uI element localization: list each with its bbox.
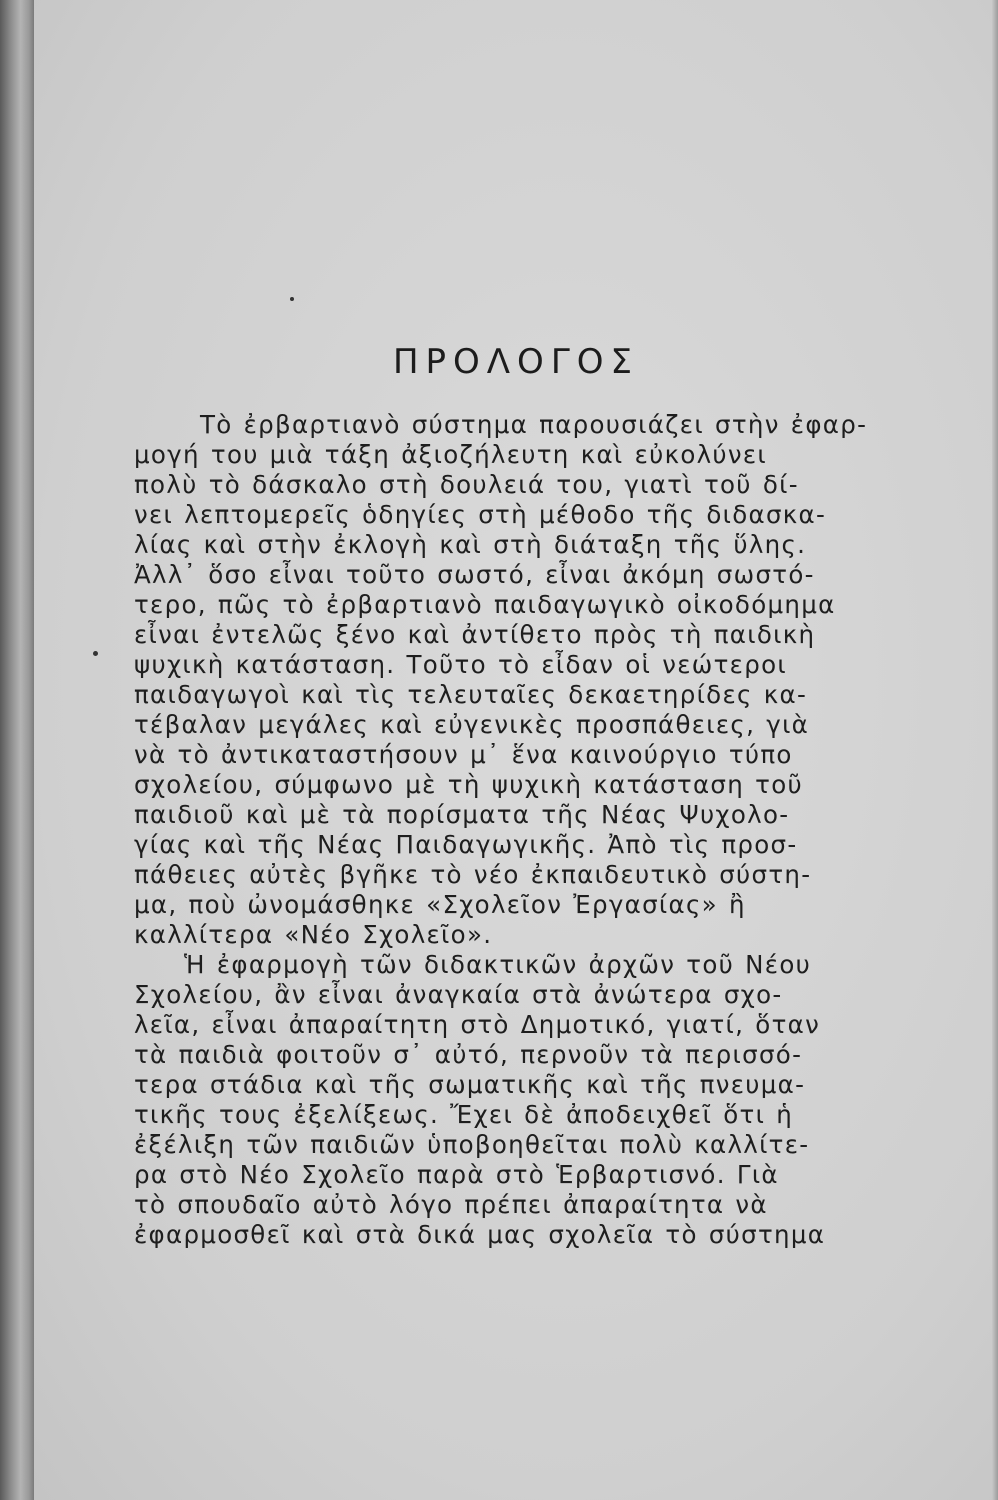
text-line: ἐφαρμοσθεῖ καὶ στὰ δικά μας σχολεῖα τὸ σύστημα (134, 1220, 826, 1249)
text-line: γίας καὶ τῆς Νέας Παιδαγωγικῆς. Ἀπὸ τὶς προσ- (134, 830, 798, 859)
text-line: Ἀλλ᾽ ὅσο εἶναι τοῦτο σωστό, εἶναι ἀκόμη σωστό- (134, 560, 815, 589)
text-line: σχολείου, σύμφωνο μὲ τὴ ψυχικὴ κατάσταση τοῦ (134, 770, 803, 799)
text-line: Τὸ ἐρβαρτιανὸ σύστημα παρουσιάζει στὴν ἐφαρ- (200, 410, 868, 439)
text-line: μογή του μιὰ τάξη ἀξιοζήλευτη καὶ εὐκολύνει (134, 440, 768, 469)
book-page (34, 0, 998, 1500)
text-line: Σχολείου, ἂν εἶναι ἀναγκαία στὰ ἀνώτερα σχο- (134, 980, 783, 1009)
text-line: νει λεπτομερεῖς ὁδηγίες στὴ μέθοδο τῆς διδασκα- (134, 500, 827, 529)
text-line: ψυχικὴ κατάσταση. Τοῦτο τὸ εἶδαν οἱ νεώτεροι (134, 650, 787, 679)
text-line: τὰ παιδιὰ φοιτοῦν σ᾽ αὐτό, περνοῦν τὰ περισσό- (134, 1040, 803, 1069)
text-line: λεῖα, εἶναι ἀπαραίτητη στὸ Δημοτικό, γιατί, ὅταν (134, 1010, 821, 1039)
text-line: τὸ σπουδαῖο αὐτὸ λόγο πρέπει ἀπαραίτητα νὰ (134, 1190, 768, 1219)
preface-text (134, 410, 924, 1250)
text-line: πάθειες αὐτὲς βγῆκε τὸ νέο ἐκπαιδευτικὸ σύστη- (134, 860, 812, 889)
text-line: ρα στὸ Νέο Σχολεῖο παρὰ στὸ Ἑρβαρτισνό. Γιὰ (134, 1160, 779, 1189)
paper-speck (93, 651, 98, 656)
text-line: ἐξέλιξη τῶν παιδιῶν ὑποβοηθεῖται πολὺ καλλίτε- (134, 1130, 810, 1159)
text-line: λίας καὶ στὴν ἐκλογὴ καὶ στὴ διάταξη τῆς ὕλης. (134, 530, 807, 559)
text-line: πολὺ τὸ δάσκαλο στὴ δουλειά του, γιατὶ τοῦ δί- (134, 470, 799, 499)
text-line: Ἡ ἐφαρμογὴ τῶν διδακτικῶν ἀρχῶν τοῦ Νέου (184, 950, 812, 979)
page-title: ΠΡΟΛΟΓΟΣ (392, 342, 640, 382)
text-line: παιδαγωγοὶ καὶ τὶς τελευταῖες δεκαετηρίδες κα- (134, 680, 808, 709)
paper-speck (290, 297, 294, 301)
text-line: τικῆς τους ἐξελίξεως. Ἔχει δὲ ἀποδειχθεῖ ὅτι ἡ (134, 1100, 794, 1129)
text-line: καλλίτερα «Νέο Σχολεῖο». (134, 920, 493, 949)
page-edge (992, 0, 998, 1500)
book-spine (0, 0, 34, 1500)
text-line: παιδιοῦ καὶ μὲ τὰ πορίσματα τῆς Νέας Ψυχολο- (134, 800, 790, 829)
text-line: μα, ποὺ ὠνομάσθηκε «Σχολεῖον Ἐργασίας» ἢ (134, 890, 746, 919)
text-line: τερο, πῶς τὸ ἐρβαρτιανὸ παιδαγωγικὸ οἰκοδόμημα (134, 590, 836, 619)
text-line: εἶναι ἐντελῶς ξένο καὶ ἀντίθετο πρὸς τὴ παιδικὴ (134, 620, 816, 649)
text-line: τερα στάδια καὶ τῆς σωματικῆς καὶ τῆς πνευμα- (134, 1070, 806, 1099)
text-line: τέβαλαν μεγάλες καὶ εὐγενικὲς προσπάθειες, γιὰ (134, 710, 810, 739)
text-line: νὰ τὸ ἀντικαταστήσουν μ᾽ ἕνα καινούργιο τύπο (134, 740, 793, 769)
